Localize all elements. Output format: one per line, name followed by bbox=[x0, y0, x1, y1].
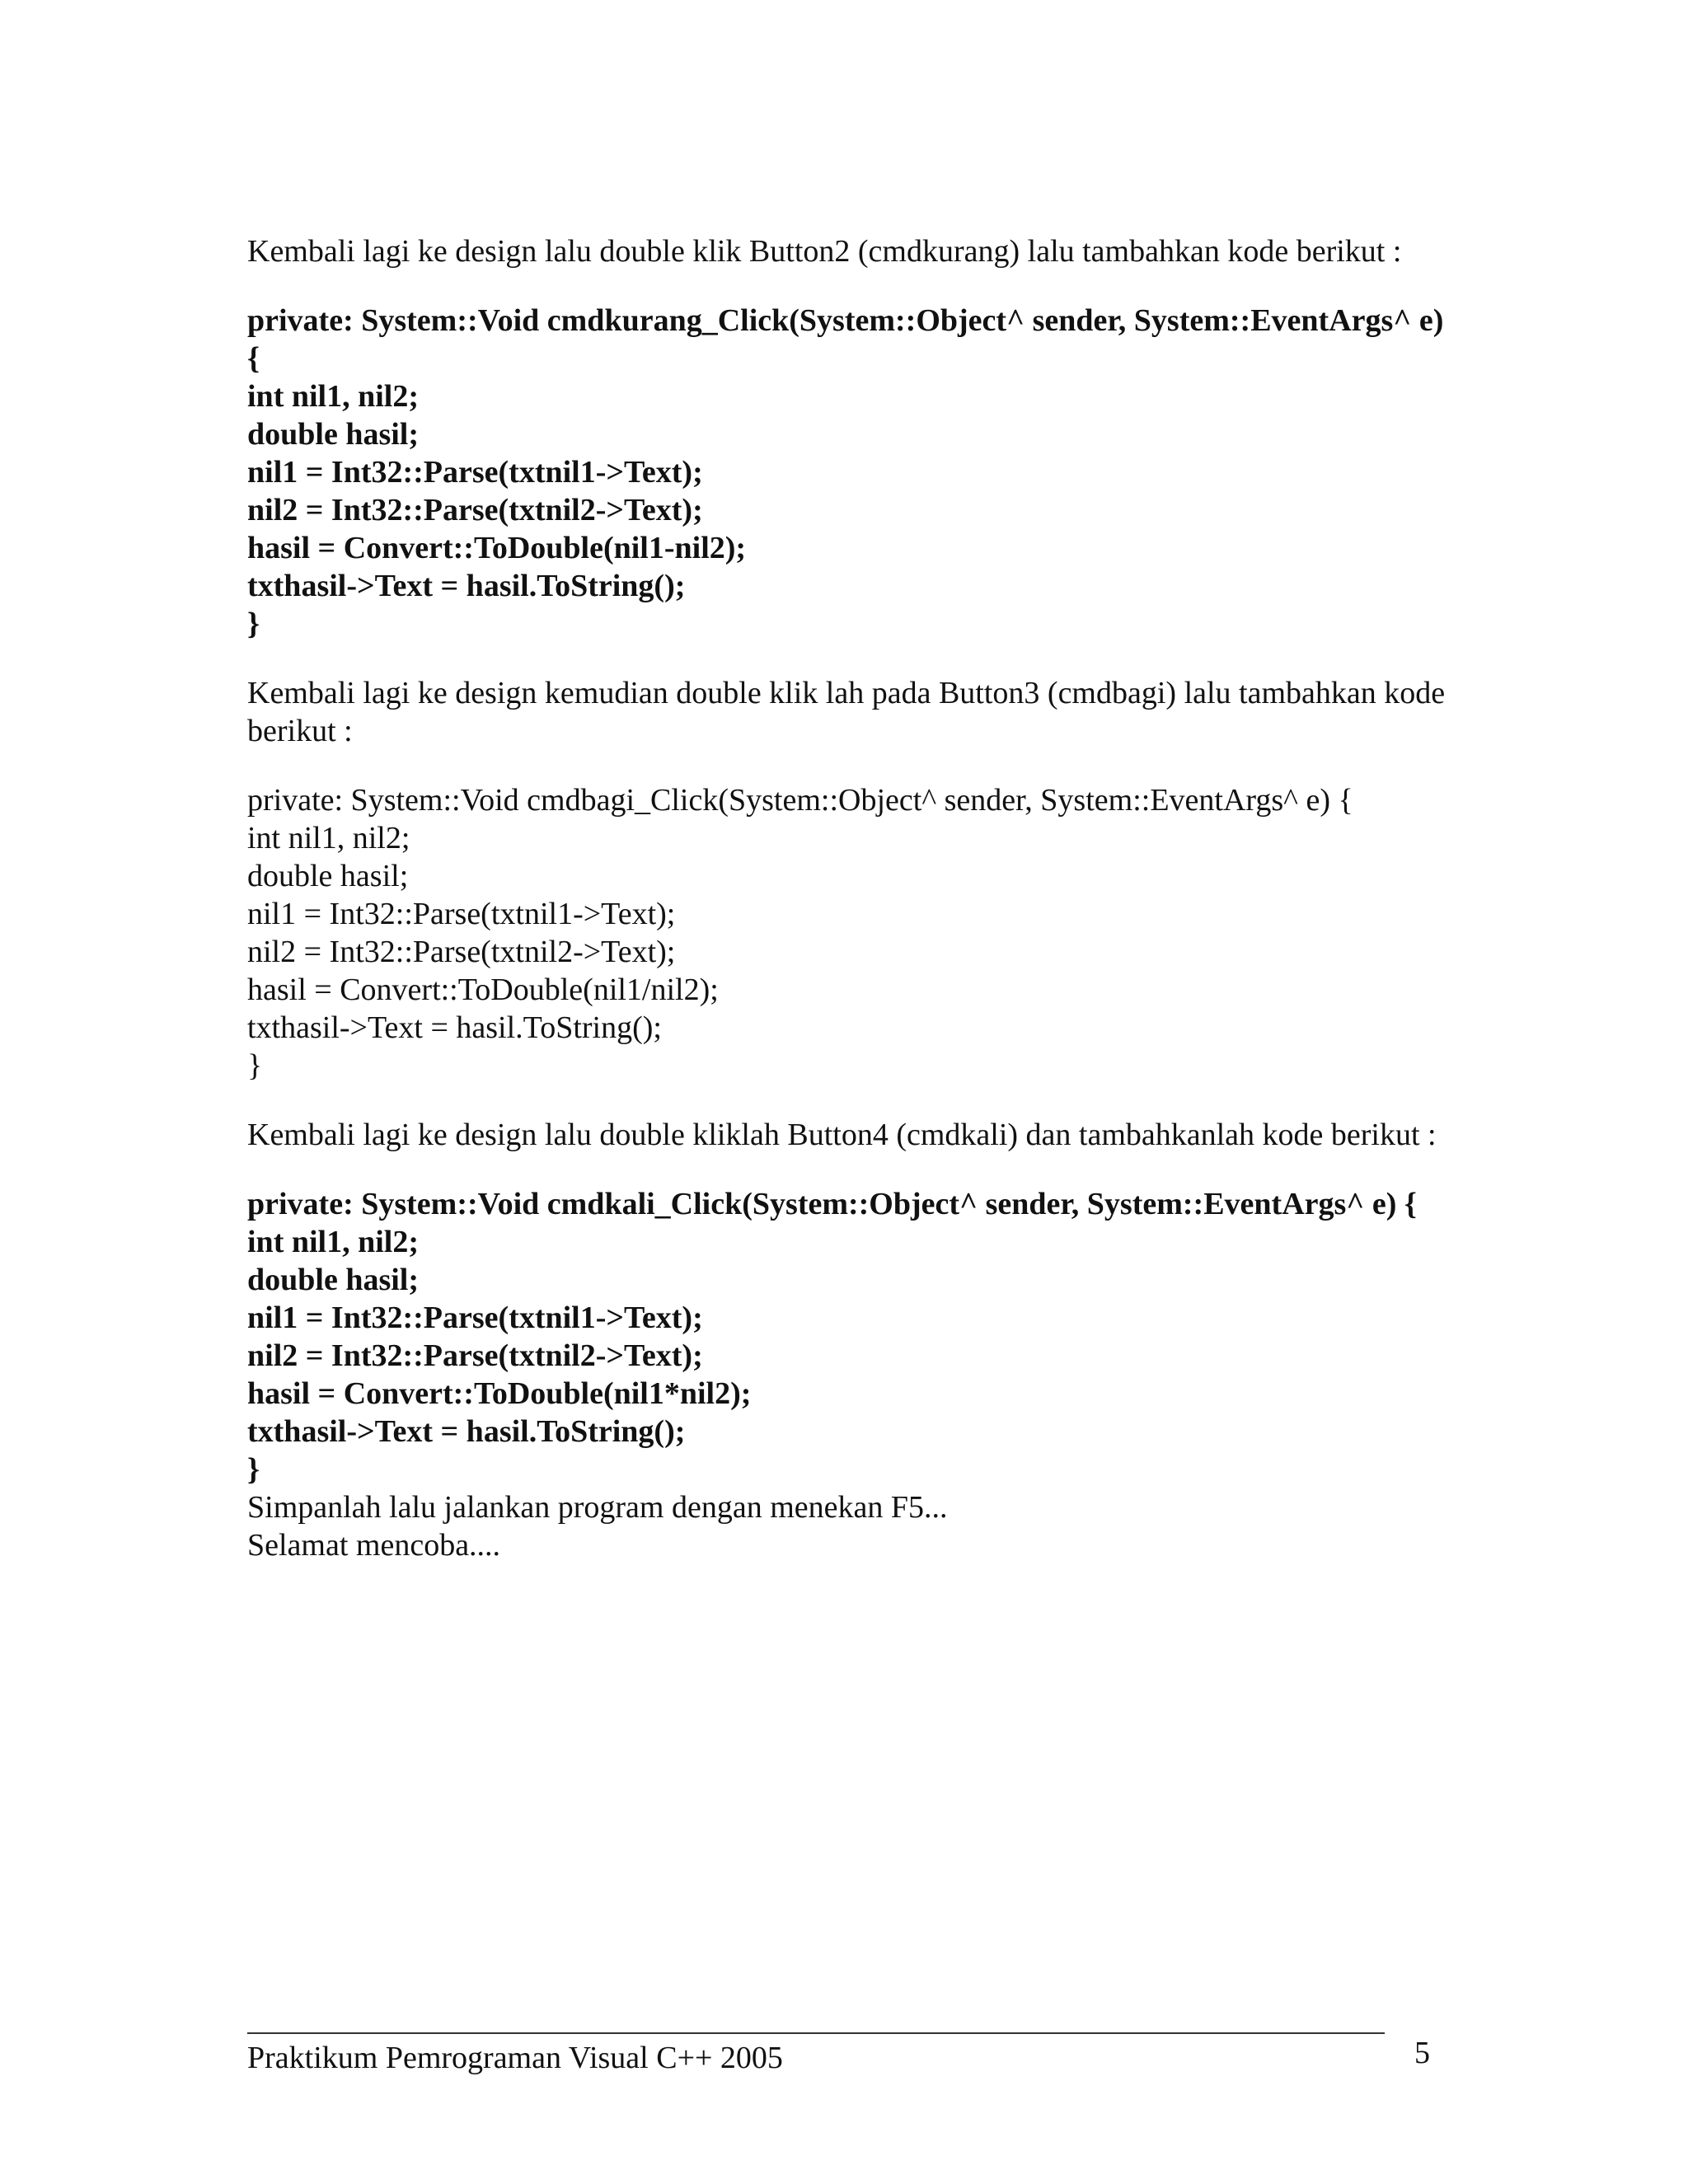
footer-title: Praktikum Pemrograman Visual C++ 2005 bbox=[247, 2041, 783, 2075]
footer-divider bbox=[247, 2032, 1385, 2034]
code-block-cmdkurang bbox=[247, 302, 1451, 643]
code-line: txthasil->Text = hasil.ToString(); bbox=[247, 1414, 686, 1449]
instruction-paragraph-3: Kembali lagi ke design lalu double kliklah Button4 (cmdkali) dan tambahkanlah kode berikut : bbox=[247, 1118, 1437, 1152]
code-line: private: System::Void cmdkurang_Click(System::Object^ sender, System::EventArgs^ e) { bbox=[247, 303, 1451, 376]
code-line: nil1 = Int32::Parse(txtnil1->Text); bbox=[247, 1301, 703, 1335]
code-line: } bbox=[247, 607, 260, 641]
code-block-cmdkali bbox=[247, 1185, 1451, 1488]
document-body bbox=[247, 232, 1451, 1564]
code-line: nil1 = Int32::Parse(txtnil1->Text); bbox=[247, 455, 703, 490]
instruction-paragraph-2: Kembali lagi ke design kemudian double klik lah pada Button3 (cmdbagi) lalu tambahkan kode berikut : bbox=[247, 676, 1446, 748]
code-line: txthasil->Text = hasil.ToString(); bbox=[247, 1010, 662, 1045]
closing-text bbox=[247, 1488, 1451, 1564]
code-line: int nil1, nil2; bbox=[247, 379, 419, 414]
code-line: nil2 = Int32::Parse(txtnil2->Text); bbox=[247, 493, 703, 527]
closing-line-run: Simpanlah lalu jalankan program dengan menekan F5... bbox=[247, 1490, 948, 1525]
code-block-cmdbagi bbox=[247, 781, 1451, 1085]
code-line: nil2 = Int32::Parse(txtnil2->Text); bbox=[247, 1338, 703, 1373]
code-line: hasil = Convert::ToDouble(nil1*nil2); bbox=[247, 1376, 752, 1411]
code-line: double hasil; bbox=[247, 417, 420, 452]
code-line: } bbox=[247, 1048, 263, 1083]
page-number: 5 bbox=[1414, 2036, 1430, 2070]
code-line: hasil = Convert::ToDouble(nil1/nil2); bbox=[247, 972, 719, 1007]
code-line: double hasil; bbox=[247, 1263, 420, 1297]
code-line: double hasil; bbox=[247, 859, 409, 893]
closing-line-greeting: Selamat mencoba.... bbox=[247, 1528, 501, 1563]
code-line: txthasil->Text = hasil.ToString(); bbox=[247, 569, 686, 603]
instruction-paragraph-1: Kembali lagi ke design lalu double klik Button2 (cmdkurang) lalu tambahkan kode berikut : bbox=[247, 234, 1402, 269]
code-line: int nil1, nil2; bbox=[247, 1225, 419, 1259]
code-line: } bbox=[247, 1452, 260, 1487]
code-line: int nil1, nil2; bbox=[247, 821, 410, 855]
code-line: private: System::Void cmdkali_Click(System::Object^ sender, System::EventArgs^ e) { bbox=[247, 1187, 1417, 1221]
code-line: nil2 = Int32::Parse(txtnil2->Text); bbox=[247, 935, 676, 969]
code-line: private: System::Void cmdbagi_Click(System::Object^ sender, System::EventArgs^ e) { bbox=[247, 783, 1353, 818]
code-line: nil1 = Int32::Parse(txtnil1->Text); bbox=[247, 897, 676, 931]
code-line: hasil = Convert::ToDouble(nil1-nil2); bbox=[247, 531, 747, 565]
